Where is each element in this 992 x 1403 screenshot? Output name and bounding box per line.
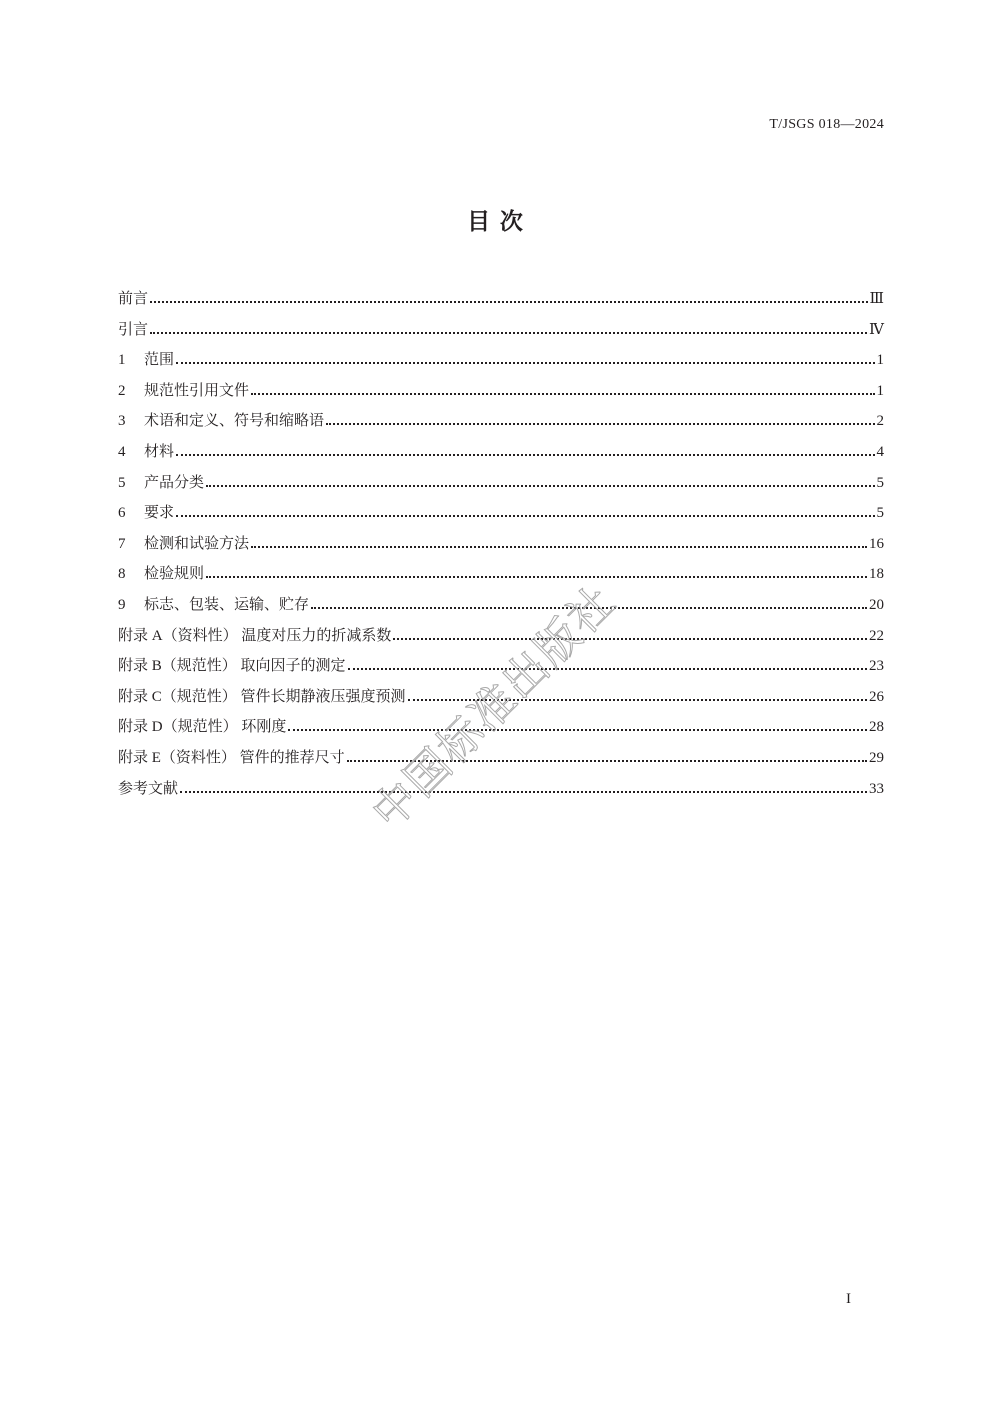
toc-entry-label: 标志、包装、运输、贮存 <box>144 596 310 613</box>
toc-entry-label: 附录 C（规范性） 管件长期静液压强度预测 <box>118 688 406 705</box>
toc-entry-page: 4 <box>876 443 884 460</box>
toc-dot-leader <box>251 392 874 395</box>
toc-entry-label: 附录 A（资料性） 温度对压力的折减系数 <box>118 627 392 644</box>
toc-entry-page: 5 <box>876 505 884 522</box>
toc-entry-label: 产品分类 <box>144 474 205 491</box>
toc-dot-leader <box>393 637 867 640</box>
document-number: T/JSGS 018—2024 <box>769 117 884 132</box>
toc-entry[interactable] <box>118 498 884 529</box>
toc-dot-leader <box>288 728 867 731</box>
toc-entry-number: 6 <box>118 505 126 522</box>
toc-entry[interactable] <box>118 590 884 621</box>
toc-entry[interactable] <box>118 774 884 805</box>
toc-entry-page: 26 <box>869 688 884 705</box>
toc-entry-number: 9 <box>118 596 126 613</box>
toc-dot-leader <box>348 667 867 670</box>
toc-entry-number: 1 <box>118 352 126 369</box>
toc-dot-leader <box>176 361 874 364</box>
toc-dot-leader <box>176 453 874 456</box>
toc-entry-number: 8 <box>118 566 126 583</box>
toc-entry-number: 4 <box>118 443 126 460</box>
toc-entry-label: 术语和定义、符号和缩略语 <box>144 413 325 430</box>
toc-entry[interactable] <box>118 468 884 499</box>
toc-entry-page: 23 <box>869 658 884 675</box>
toc-entry-label: 前言 <box>118 291 149 307</box>
toc-entry-label: 检验规则 <box>144 566 205 583</box>
page-title: 目 次 <box>467 209 525 234</box>
toc-entry-page: Ⅲ <box>869 291 884 307</box>
toc-dot-leader <box>206 575 867 578</box>
toc-entry-page: 29 <box>869 749 884 766</box>
toc-entry-label: 材料 <box>144 443 175 460</box>
toc-entry[interactable] <box>118 621 884 652</box>
toc-entry-label: 参考文献 <box>118 780 179 797</box>
toc-entry-page: 20 <box>869 596 884 613</box>
toc-entry-page: 18 <box>869 566 884 583</box>
toc-entry-label: 要求 <box>144 505 175 522</box>
toc-entry-label: 范围 <box>144 352 175 369</box>
toc-entry-page: Ⅳ <box>869 321 884 338</box>
toc-entry-page: 1 <box>876 352 884 369</box>
toc-dot-leader <box>251 545 867 548</box>
toc-entry-number: 3 <box>118 413 126 430</box>
toc-dot-leader <box>180 790 867 793</box>
toc-entry[interactable] <box>118 743 884 774</box>
toc-entry-label: 引言 <box>118 321 149 338</box>
toc-entry-page: 5 <box>876 474 884 491</box>
toc-entry-label: 规范性引用文件 <box>144 382 250 399</box>
toc-entry[interactable] <box>118 315 884 346</box>
toc-entry[interactable] <box>118 529 884 560</box>
toc-entry-number: 2 <box>118 382 126 399</box>
toc-entry-page: 22 <box>869 627 884 644</box>
toc-entry[interactable] <box>118 345 884 376</box>
toc-dot-leader <box>326 422 874 425</box>
toc-entry-page: 1 <box>876 382 884 399</box>
toc-entry-label: 检测和试验方法 <box>144 535 250 552</box>
toc-entry-number: 5 <box>118 474 126 491</box>
toc-entry-label: 附录 B（规范性） 取向因子的测定 <box>118 658 346 675</box>
page-number: I <box>846 1291 851 1307</box>
toc-dot-leader <box>150 331 867 334</box>
toc-entry-page: 28 <box>869 719 884 736</box>
toc-entry-number: 7 <box>118 535 126 552</box>
toc-entry-label: 附录 D（规范性） 环刚度 <box>118 719 287 736</box>
toc-entry-page: 16 <box>869 535 884 552</box>
toc-dot-leader <box>176 514 874 517</box>
toc-dot-leader <box>150 300 868 303</box>
toc-dot-leader <box>206 484 874 487</box>
toc-entry-page: 33 <box>869 780 884 797</box>
toc-entry-page: 2 <box>876 413 884 430</box>
toc-entry[interactable] <box>118 376 884 407</box>
toc-entry[interactable] <box>118 284 884 315</box>
toc-entry[interactable] <box>118 559 884 590</box>
publisher-watermark: 中国标准出版社 <box>362 575 627 840</box>
toc-entry[interactable] <box>118 406 884 437</box>
toc-entry-label: 附录 E（资料性） 管件的推荐尺寸 <box>118 749 345 766</box>
toc-entry[interactable] <box>118 437 884 468</box>
